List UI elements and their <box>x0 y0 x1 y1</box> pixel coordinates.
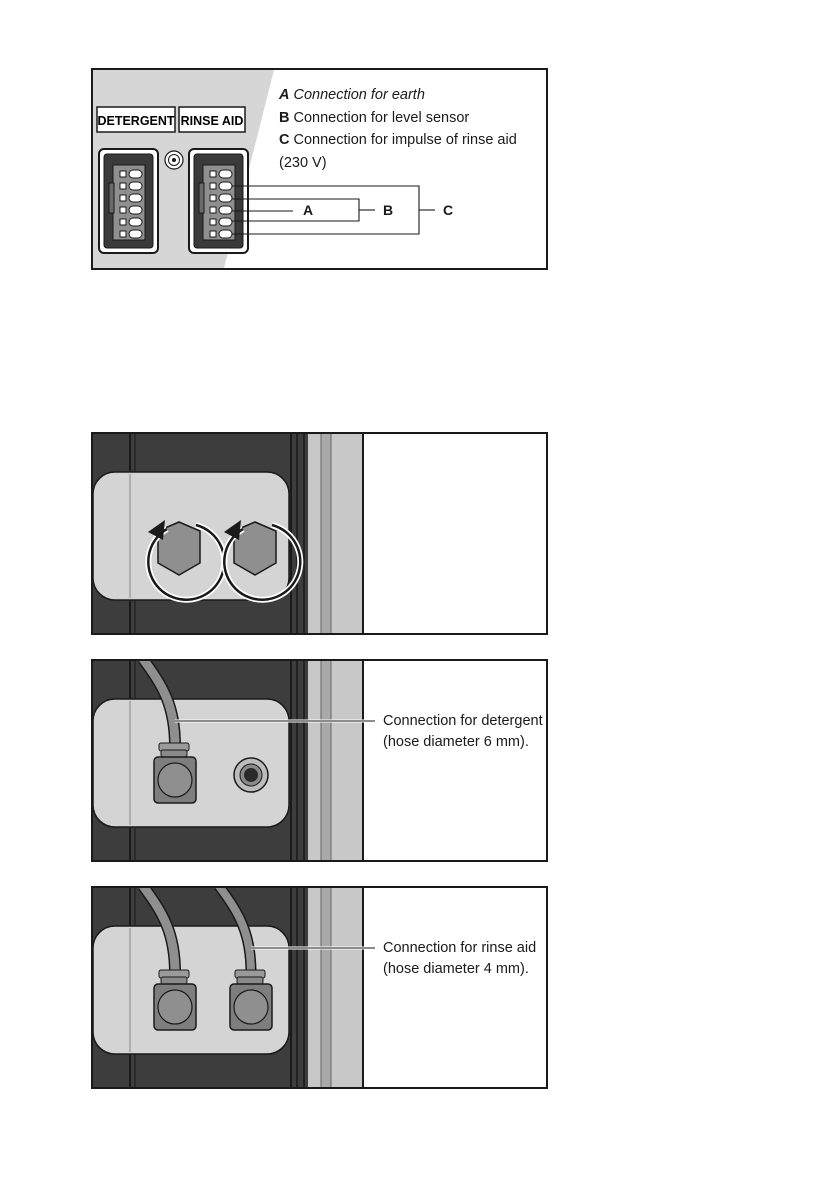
pointer-label-b: B <box>383 202 394 218</box>
figure-remove-caps <box>91 432 548 635</box>
socket-label-detergent: DETERGENT <box>97 114 175 128</box>
socket-label-rinse-aid: RINSE AID <box>180 114 244 128</box>
pointer-lines <box>232 186 435 234</box>
rinse-aid-callout: Connection for rinse aid (hose diameter 4 mm). <box>383 940 537 977</box>
rinse-aid-connection-illustration <box>93 888 548 1089</box>
connection-legend <box>279 84 517 174</box>
legend-item-b: B Connection for level sensor <box>279 109 470 126</box>
detergent-connection-illustration <box>93 661 548 862</box>
legend-item-c: C Connection for impulse of rinse aid <box>279 132 517 148</box>
rinse-aid-port-icon <box>234 758 268 792</box>
rinse-aid-socket <box>189 149 248 253</box>
legend-item-c-continued: (230 V) <box>279 154 327 171</box>
legend-item-a: A Connection for earth <box>279 87 425 103</box>
figure-socket-panel <box>91 68 548 270</box>
detergent-callout: Connection for detergent (hose diameter 6 mm). <box>383 713 543 750</box>
screw-icon <box>165 151 183 169</box>
pointer-label-c: C <box>443 202 454 218</box>
remove-caps-illustration <box>93 434 548 635</box>
pointer-label-a: A <box>303 202 314 218</box>
figure-detergent-connection <box>91 659 548 862</box>
detergent-socket <box>99 149 158 253</box>
figure-rinse-aid-connection <box>91 886 548 1089</box>
